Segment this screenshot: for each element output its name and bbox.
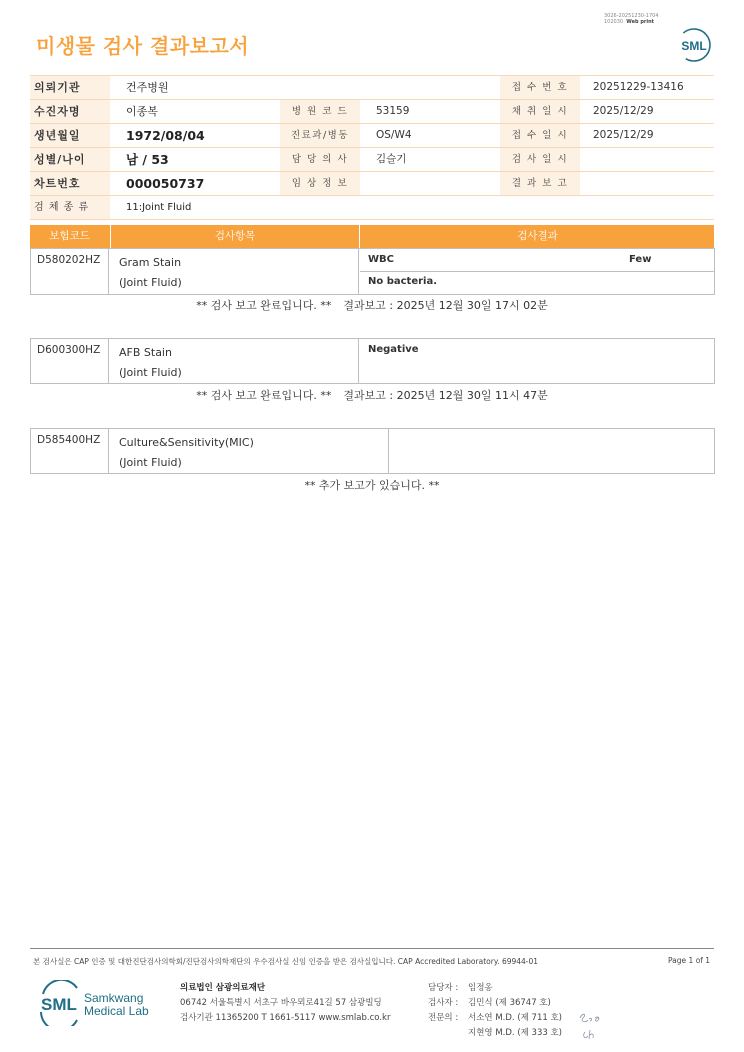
col-test-item: 검사항목 bbox=[110, 225, 359, 248]
footer-logo-line1: Samkwang bbox=[84, 991, 144, 1005]
info-value: 11:Joint Fluid bbox=[126, 202, 192, 213]
status-text: ** 검사 보고 완료입니다. ** bbox=[196, 299, 332, 312]
footer-logo-text: SML bbox=[41, 995, 77, 1014]
info-label: 수진자명 bbox=[30, 100, 110, 123]
staff-line bbox=[428, 981, 562, 996]
results-header bbox=[30, 225, 714, 248]
info-value: 1972/08/04 bbox=[126, 128, 205, 143]
info-label: 차트번호 bbox=[30, 172, 110, 195]
staff-name: 임정옹 bbox=[468, 983, 493, 993]
patient-info-row bbox=[30, 148, 714, 172]
test-row-gram-stain bbox=[30, 248, 715, 295]
staff-role: 담당자 : bbox=[428, 983, 459, 993]
col-insurance-code: 보험코드 bbox=[49, 230, 90, 242]
result-value: Few bbox=[629, 254, 652, 265]
info-label: 진료과/병동 bbox=[280, 124, 360, 147]
result-line bbox=[368, 339, 714, 360]
info-label: 의뢰기관 bbox=[30, 76, 110, 99]
print-info-mode: Web print bbox=[626, 19, 655, 25]
test-item bbox=[110, 249, 359, 294]
staff-list bbox=[428, 981, 562, 1041]
info-label: 성별/나이 bbox=[30, 148, 110, 171]
staff-role: 검사자 : bbox=[428, 998, 459, 1008]
info-value: 000050737 bbox=[126, 176, 205, 191]
info-value: 53159 bbox=[376, 105, 410, 117]
info-label: 접 수 번 호 bbox=[500, 76, 580, 99]
test-row-culture bbox=[30, 428, 715, 474]
test-item-name: Gram Stain bbox=[119, 256, 182, 269]
page-number: Page 1 of 1 bbox=[668, 956, 711, 965]
footer-divider bbox=[30, 948, 714, 949]
report-status-note bbox=[0, 387, 744, 403]
info-label: 채 취 일 시 bbox=[500, 100, 580, 123]
info-label: 접 수 일 시 bbox=[500, 124, 580, 147]
result-label: WBC bbox=[368, 254, 394, 265]
result-label: Negative bbox=[368, 344, 419, 355]
print-info-line1: 3026-20251230-1704 bbox=[604, 13, 659, 19]
org-address: 06742 서울특별시 서초구 바우뫼로41길 57 삼광빌딩 bbox=[180, 998, 382, 1008]
patient-info-row bbox=[30, 196, 714, 220]
report-status-note bbox=[0, 477, 744, 493]
test-row-afb-stain bbox=[30, 338, 715, 384]
info-value: 이종복 bbox=[126, 105, 158, 118]
info-value: 2025/12/29 bbox=[593, 129, 654, 141]
report-time: 결과보고 : 2025년 12월 30일 11시 47분 bbox=[343, 389, 548, 402]
test-code: D580202HZ bbox=[31, 249, 109, 294]
sml-logo-icon bbox=[676, 27, 712, 63]
test-item-specimen: (Joint Fluid) bbox=[119, 366, 182, 379]
sml-logo-text: SML bbox=[681, 39, 707, 53]
col-test-result: 검사결과 bbox=[359, 225, 715, 248]
organization-info bbox=[180, 981, 390, 1026]
print-info-code: 102030 bbox=[604, 19, 624, 25]
footer-logo-line2: Medical Lab bbox=[84, 1004, 149, 1018]
test-item bbox=[110, 429, 389, 473]
result-line bbox=[368, 271, 714, 292]
patient-info-table bbox=[30, 75, 714, 220]
test-code: D585400HZ bbox=[31, 429, 109, 473]
patient-info-row bbox=[30, 124, 714, 148]
staff-name: 지현영 M.D. (제 333 호) bbox=[468, 1028, 563, 1038]
test-item-specimen: (Joint Fluid) bbox=[119, 456, 182, 469]
report-time: 결과보고 : 2025년 12월 30일 17시 02분 bbox=[343, 299, 548, 312]
patient-info-row bbox=[30, 172, 714, 196]
result-label: No bacteria. bbox=[368, 276, 438, 287]
patient-info-row bbox=[30, 75, 714, 100]
staff-line bbox=[428, 996, 562, 1011]
info-label: 임 상 정 보 bbox=[280, 172, 360, 195]
info-value: 2025/12/29 bbox=[593, 105, 654, 117]
result-line bbox=[368, 249, 714, 270]
test-item bbox=[110, 339, 359, 383]
info-label: 담 당 의 사 bbox=[280, 148, 360, 171]
patient-info-row bbox=[30, 100, 714, 124]
info-value: 20251229-13416 bbox=[593, 81, 684, 93]
info-label: 검 체 종 류 bbox=[30, 196, 110, 219]
test-item-name: AFB Stain bbox=[119, 346, 172, 359]
info-value: 남 / 53 bbox=[126, 152, 169, 167]
info-label: 생년월일 bbox=[30, 124, 110, 147]
report-title: 미생물 검사 결과보고서 bbox=[36, 34, 250, 58]
test-result bbox=[360, 339, 714, 383]
info-label: 결 과 보 고 bbox=[500, 172, 580, 195]
samkwang-logo-icon bbox=[37, 980, 167, 1026]
test-item-specimen: (Joint Fluid) bbox=[119, 276, 182, 289]
staff-role: 전문의 : bbox=[428, 1013, 459, 1023]
info-value: OS/W4 bbox=[376, 129, 412, 141]
staff-line bbox=[428, 1011, 562, 1026]
info-value: 김슬기 bbox=[376, 153, 407, 165]
info-label: 병 원 코 드 bbox=[280, 100, 360, 123]
staff-line bbox=[428, 1026, 562, 1041]
info-value: 건주병원 bbox=[126, 81, 169, 94]
test-code: D600300HZ bbox=[31, 339, 109, 383]
test-item-name: Culture&Sensitivity(MIC) bbox=[119, 436, 254, 449]
signature-icon bbox=[577, 1010, 607, 1042]
status-text: ** 검사 보고 완료입니다. ** bbox=[196, 389, 332, 402]
staff-name: 김민식 (제 36747 호) bbox=[468, 998, 551, 1008]
test-result bbox=[360, 249, 714, 294]
certification-note: 본 검사실은 CAP 인증 및 대한진단검사의학회/진단검사의학재단의 우수검사실 신임 인증을 받은 검사실입니다. CAP Accredited Laboratory. 69944-01 bbox=[33, 957, 539, 966]
status-text: ** 추가 보고가 있습니다. ** bbox=[304, 479, 440, 492]
org-name: 의료법인 삼광의료재단 bbox=[180, 983, 266, 993]
print-info bbox=[604, 13, 659, 25]
org-contact: 검사기관 11365200 T 1661-5117 www.smlab.co.kr bbox=[180, 1013, 391, 1023]
report-status-note bbox=[0, 297, 744, 313]
staff-name: 서소연 M.D. (제 711 호) bbox=[468, 1013, 563, 1023]
info-label: 검 사 일 시 bbox=[500, 148, 580, 171]
